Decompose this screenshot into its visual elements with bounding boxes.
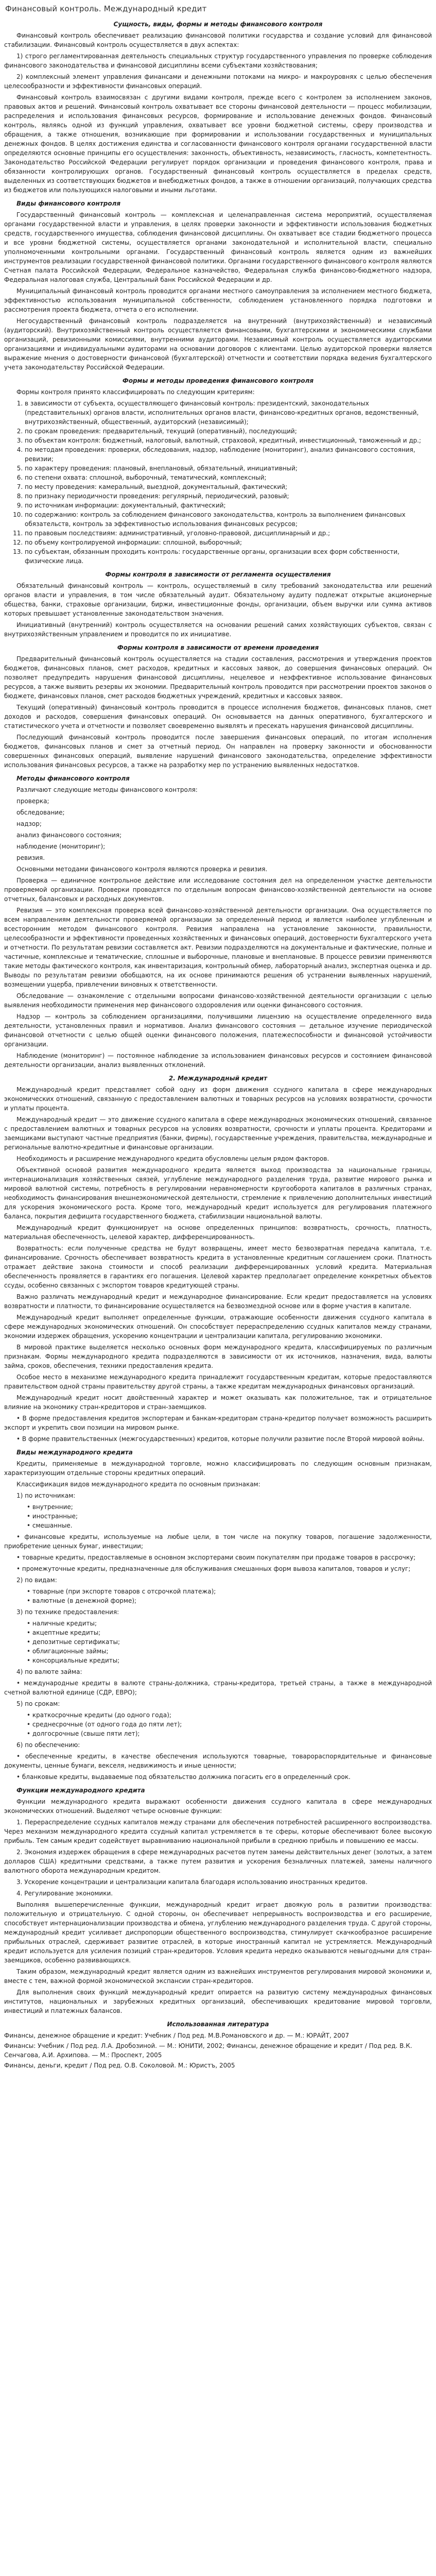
list-item: • наличные кредиты;	[27, 1620, 97, 1627]
paragraph: Международный кредит выполняет определенные функции, отражающие особенности движения ссудного капитала в сфере международных экономических отношений. Он способствует перераспределению ссудных капиталов между странами, экономии издержек обращения, ускорению концентрации и централизации капитала, регулированию экономики.	[4, 1314, 432, 1340]
text-line: анализ финансового состояния;	[16, 832, 122, 839]
references-heading: Использованная литература	[167, 2021, 269, 2028]
paragraph: 1) строго регламентированная деятельность специальных структур государственного управления по проверке соблюдения финансового законодательства и финансовой дисциплины всеми субъектами хозяйствования;	[4, 53, 432, 69]
list-item: • облигационные займы;	[27, 1648, 109, 1655]
paragraph: Негосударственный финансовый контроль подразделяется на внутренний (внутрихозяйственный) и независимый (аудиторский). Внутрихозяйственный контроль осуществляется финансовыми, бухгалтерскими и экономическими службами организаций, ревизионными комиссиями, внутренними аудиторами. Независимый контроль осуществляется аудиторскими организациями и индивидуальными аудиторами на основании договоров с клиентами. Целью аудиторской проверки является выражение мнения о достоверности финансовой (бухгалтерской) отчетности и соответствии порядка ведения бухгалтерского учета законодательству Российской Федерации.	[4, 317, 432, 371]
paragraph: • В форме предоставления кредитов экспортерам и банкам-кредиторам страна-кредитор получает возможность расширить экспорт и укрепить свои позиции на мировом рынке.	[4, 1415, 432, 1431]
list-item: 9. по источникам информации: документальный, фактический;	[25, 501, 432, 510]
paragraph: Функции международного кредита выражают особенности движения ссудного капитала в сфере международных экономических отношений. Выделяют четыре основные функции:	[4, 1798, 432, 1815]
paragraph: Предварительный финансовый контроль осуществляется на стадии составления, рассмотрения и утверждения проектов бюджетов, финансовых планов, смет расходов, кредитных и кассовых заявок, до совершения финансовых операций. Он позволяет предупредить нарушения финансовой дисциплины, нецелевое и неэффективное использование финансовых ресурсов, а также выявить резервы их экономии. Предварительный контроль проводится при рассмотрении проектов законов о бюджете, финансовых планов, смет расходов бюджетных учреждений, кредитных и кассовых заявок.	[4, 655, 432, 700]
paragraph: • промежуточные кредиты, предназначенные для обслуживания смешанных форм вывоза капиталов, товаров и услуг;	[16, 1565, 411, 1572]
text-line: ревизия.	[16, 854, 45, 861]
document-body	[4, 20, 432, 2015]
reference-item: Финансы: Учебник / Под ред. Л.А. Дробозиной. — М.: ЮНИТИ, 2002; Финансы, денежное обращение и кредит / Под ред. В.К. Сенчагова, А.И. Архипова. — М.: Проспект, 2005	[4, 2042, 412, 2059]
list-item: • депозитные сертификаты;	[27, 1638, 120, 1646]
paragraph: • финансовые кредиты, используемые на любые цели, в том числе на покупку товаров, погашение задолженности, приобретение ценных бумаг, инвестиции;	[4, 1533, 432, 1550]
paragraph: • обеспеченные кредиты, в качестве обеспечения используются товарные, товарораспорядительные и финансовые документы, ценные бумаги, векселя, недвижимость и иные ценности;	[4, 1753, 432, 1769]
list-item: 10. по содержанию: контроль за соблюдением финансового законодательства, контроль за выполнением финансовых обязательств, контроль за эффективностью использования финансовых ресурсов;	[25, 510, 432, 529]
list-item: • товарные (при экспорте товаров с отсрочкой платежа);	[27, 1588, 216, 1595]
paragraph: Ревизия — это комплексная проверка всей финансово-хозяйственной деятельности организации. Она осуществляется по всем направлениям деятельности проверяемой организации за определенный период и является наиболее углубленным и всесторонним методом финансового контроля. Ревизия направлена на установление законности, правильности, целесообразности и эффективности проведенных хозяйственных и финансовых операций, достоверности бухгалтерского учета и отчетности. По результатам ревизии составляется акт. Ревизии подразделяются на документальные и фактические, полные и частичные, комплексные и тематические, сплошные и выборочные, плановые и внеплановые. В процессе ревизии применяются такие методы фактического контроля, как инвентаризация, контрольный обмер, лабораторный анализ, экспертная оценка и др. Выводы по результатам ревизии обобщаются, на их основе принимаются решения об устранении выявленных нарушений, возмещении ущерба, привлечении виновных к ответственности.	[4, 907, 432, 988]
paragraph: Текущий (оперативный) финансовый контроль проводится в процессе исполнения бюджетов, финансовых планов, смет доходов и расходов, совершения финансовых операций. Он основывается на данных оперативного, бухгалтерского и статистического учета и отчетности и позволяет своевременно выявлять и пресекать нарушения финансовой дисциплины.	[4, 704, 432, 730]
paragraph: Важно различать международный кредит и международное финансирование. Если кредит предоставляется на условиях возвратности и платности, то финансирование осуществляется на безвозмездной основе или в форме участия в капитале.	[4, 1293, 432, 1310]
paragraph: Выполняя вышеперечисленные функции, международный кредит играет двоякую роль в развитии производства: положительную и отрицательную. С одной стороны, он обеспечивает непрерывность воспроизводства и его расширение, способствует интернационализации производства и обмена, углублению международного разделения труда. С другой стороны, международный кредит усиливает диспропорции общественного воспроизводства, стимулирует скачкообразное расширение прибыльных отраслей, сдерживает развитие отраслей, в которые иностранный капитал не устремляется. Международный кредит используется для усиления позиций стран-кредиторов. Условия кредита нередко оказываются невыгодными для стран-заемщиков, особенно развивающихся.	[4, 1901, 432, 1964]
text-line: 3) по технике предоставления:	[16, 1608, 119, 1616]
list-item: 12. по объему контролируемой информации: сплошной, выборочный;	[25, 538, 432, 547]
list-item: • среднесрочные (от одного года до пяти лет);	[27, 1721, 182, 1728]
list-item: 8. по признаку периодичности проведения: регулярный, периодический, разовый;	[25, 492, 432, 501]
paragraph: Наблюдение (мониторинг) — постоянное наблюдение за использованием финансовых ресурсов и состоянием финансовой деятельности организации, анализ выявленных отклонений.	[4, 1052, 432, 1069]
text-line: проверка;	[16, 798, 49, 805]
text-line: 4) по валюте займа:	[16, 1668, 82, 1675]
list-item: 2. по срокам проведения: предварительный, текущий (оперативный), последующий;	[25, 427, 432, 436]
list-item: • валютные (в денежной форме);	[27, 1597, 137, 1604]
paragraph: Международный кредит — это движение ссудного капитала в сфере международных экономических отношений, связанное с предоставлением валютных и товарных ресурсов на условиях возвратности, срочности и уплаты процента. Кредиторами и заемщиками выступают частные предприятия (банки, фирмы), государственные учреждения, правительства, международные и региональные валютно-кредитные и финансовые организации.	[4, 1116, 432, 1151]
paragraph: Кредиты, применяемые в международной торговле, можно классифицировать по следующим основным признакам, характеризующим отдельные стороны кредитных операций.	[4, 1460, 432, 1477]
paragraph: В мировой практике выделяется несколько основных форм международного кредита, классифицируемых по различным признакам. Формы международного кредита подразделяются в зависимости от их источников, назначения, вида, валюты займа, сроков, обеспечения, техники предоставления кредита.	[4, 1344, 432, 1369]
bullet-list	[4, 1710, 432, 1738]
paragraph: Международный кредит носит двойственный характер и может оказывать как положительное, так и отрицательное влияние на экономику стран-кредиторов и стран-заемщиков.	[4, 1394, 432, 1411]
references-list	[4, 2031, 432, 2070]
paragraph: Международный кредит представляет собой одну из форм движения ссудного капитала в сфере международных экономических отношений, связанную с предоставлением валютных и товарных ресурсов на условиях возвратности, срочности и уплаты процента.	[4, 1086, 432, 1112]
paragraph: Проверка — единичное контрольное действие или исследование состояния дел на определенном участке деятельности проверяемой организации. Проверки проводятся по отдельным вопросам финансово-хозяйственной деятельности на основе отчетных, балансовых и расходных документов.	[4, 877, 432, 903]
section-heading: Виды финансового контроля	[16, 200, 121, 207]
numbered-list	[4, 399, 432, 566]
paragraph: Для выполнения своих функций международный кредит опирается на развитую систему международных финансовых институтов, национальных и зарубежных кредитных организаций, обеспечивающих кредитование мировой торговли, инвестиций и платежных балансов.	[4, 1989, 432, 2014]
list-item: 4. по методам проведения: проверки, обследования, надзор, наблюдение (мониторинг), анализ финансового состояния, ревизии;	[25, 445, 432, 464]
paragraph: 2. Экономия издержек обращения в сфере международных расчетов путем замены действительных денег (золотых, а затем долларов США) кредитными средствами, а также путем развития и ускорения безналичных платежей, замены наличного валютного оборота международным кредитом.	[4, 1849, 432, 1874]
paragraph: Последующий финансовый контроль проводится после завершения финансовых операций, по итогам исполнения бюджетов, финансовых планов и смет за отчетный период. Он направлен на проверку законности и обоснованности совершенных финансовых операций, выявление нарушений финансового законодательства, определение эффективности использования финансовых ресурсов, а также на разработку мер по устранению выявленных недостатков.	[4, 734, 432, 769]
list-item: • краткосрочные кредиты (до одного года);	[27, 1711, 171, 1719]
section-heading: Виды международного кредита	[16, 1449, 133, 1456]
text-line: Различают следующие методы финансового контроля:	[16, 786, 198, 793]
section-heading: 2. Международный кредит	[168, 1075, 268, 1082]
paragraph: Возвратность: если полученные средства не будут возвращены, имеет место безвозвратная передача капитала, т.е. финансирование. Срочность обеспечивает возвратность кредита в установленные кредитным соглашением сроки. Платность отражает действие закона стоимости и способ реализации дифференцированных условий кредита. Материальная обеспеченность проявляется в гарантиях его погашения. Целевой характер предполагает определение конкретных объектов ссуды, особенно связанных с экспортом товаров кредитующей страны.	[4, 1245, 432, 1289]
list-item: 13. по субъектам, обязанным проходить контроль: государственные органы, организации всех форм собственности, физические лица.	[25, 547, 432, 566]
text-line: 5) по срокам:	[16, 1700, 60, 1707]
paragraph: Необходимость и расширение международного кредита обусловлены целым рядом факторов.	[16, 1155, 329, 1162]
text-line: надзор;	[16, 820, 42, 827]
paragraph: 4. Регулирование экономики.	[16, 1890, 113, 1897]
paragraph: Объективной основой развития международного кредита является выход производства за национальные границы, интернационализация хозяйственных связей, углубление международного разделения труда, развитие мирового рынка и мировой валютной системы, потребность в регулировании неравномерности кругооборота капиталов в различных странах, необходимость финансирования внешнеэкономической деятельности, стремление к привлечению дополнительных инвестиций для ускорения экономического роста. Кроме того, международный кредит используется для регулирования платежного баланса, покрытия дефицита государственного бюджета, стабилизации национальной валюты.	[4, 1166, 432, 1220]
page-title: Финансовый контроль. Международный кредит	[5, 4, 207, 13]
paragraph: Международный кредит функционирует на основе определенных принципов: возвратность, срочность, платность, материальная обеспеченность, целевой характер, дифференцированность.	[4, 1224, 432, 1241]
paragraph: • бланковые кредиты, выдаваемые под обязательство должника погасить его в определенный срок.	[16, 1773, 351, 1781]
paragraph: Государственный финансовый контроль — комплексная и целенаправленная система мероприятий, осуществляемая органами государственной власти и управления, в целях проверки законности и эффективности использования бюджетных средств, государственного имущества, соблюдения финансовой дисциплины. Он охватывает все стадии бюджетного процесса и все уровни бюджетной системы, осуществляется органами законодательной и исполнительной власти, специально уполномоченными контрольными органами. Государственный финансовый контроль является одним из важнейших инструментов реализации государственной финансовой политики. Органами государственного финансового контроля являются Счетная палата Российской Федерации, Федеральное казначейство, Федеральная служба финансово-бюджетного надзора, Федеральная налоговая служба, Центральный банк Российской Федерации и др.	[4, 211, 432, 283]
list-item: 3. по объектам контроля: бюджетный, налоговый, валютный, страховой, кредитный, инвестиционный, таможенный и др.;	[25, 436, 432, 445]
text-line: наблюдение (мониторинг);	[16, 843, 106, 850]
section-heading: Функции международного кредита	[16, 1787, 145, 1794]
list-item: 7. по месту проведения: камеральный, выездной, документальный, фактический;	[25, 482, 432, 492]
list-item: • внутренние;	[27, 1503, 73, 1511]
list-item: 6. по степени охвата: сплошной, выборочный, тематический, комплексный;	[25, 473, 432, 482]
bullet-list	[4, 1619, 432, 1665]
section-heading: Формы контроля в зависимости от регламента осуществления	[105, 571, 331, 578]
reference-item: Финансы, денежное обращение и кредит: Учебник / Под ред. М.В.Романовского и др. — М.: ЮРАЙТ, 2007	[4, 2032, 350, 2039]
paragraph: Инициативный (внутренний) контроль осуществляется на основании решений самих хозяйствующих субъектов, связан с внутрихозяйственным управлением и проводится по их инициативе.	[4, 621, 432, 638]
paragraph: Надзор — контроль за соблюдением организациями, получившими лицензию на осуществление определенного вида деятельности, установленных правил и нормативов. Анализ финансового состояния — детальное изучение периодической финансовой отчетности с целью общей оценки финансового положения, платежеспособности и финансовой устойчивости организации.	[4, 1013, 432, 1048]
paragraph: • В форме правительственных (межгосударственных) кредитов, которые получили развитие после Второй мировой войны.	[16, 1435, 425, 1443]
paragraph: 2) комплексный элемент управления финансами и денежными потоками на микро- и макроуровнях с целью обеспечения целесообразности и эффективности финансовых операций.	[4, 73, 432, 90]
list-item: • консорциальные кредиты;	[27, 1657, 120, 1664]
paragraph: • товарные кредиты, предоставляемые в основном экспортерами своим покупателям при продаже товаров в рассрочку;	[16, 1554, 416, 1561]
paragraph: 3. Ускорение концентрации и централизации капитала благодаря использованию иностранных кредитов.	[16, 1878, 368, 1886]
paragraph: Особое место в механизме международного кредита принадлежит государственным кредитам, которые предоставляются правительством одной страны правительству другой страны, а также кредитам международных финансовых организаций.	[4, 1374, 432, 1390]
paragraph: Обязательный финансовый контроль — контроль, осуществляемый в силу требований законодательства или решений органов власти и управления, в том числе обязательный аудит. Обязательному аудиту подлежат открытые акционерные общества, банки, страховые организации, биржи, инвестиционные фонды, организации, объем выручки или сумма активов которых превышает установленные законодательством значения.	[4, 582, 432, 617]
bullet-list	[4, 1502, 432, 1530]
paragraph: Формы контроля принято классифицировать по следующим критериям:	[16, 388, 255, 396]
section-heading: Методы финансового контроля	[16, 775, 130, 782]
list-item: 11. по правовым последствиям: административный, уголовно-правовой, дисциплинарный и др.;	[25, 529, 432, 538]
bullet-list	[4, 1587, 432, 1605]
paragraph: Финансовый контроль взаимосвязан с другими видами контроля, прежде всего с контролем за исполнением законов, правовых актов и решений. Финансовый контроль охватывает все стороны финансовой деятельности — процесс мобилизации, распределения и использования финансовых ресурсов, формирование и использование денежных фондов. Финансовый контроль, являясь одной из функций управления, охватывает все уровни бюджетной системы, сферу производства и обращения, а также отношения, возникающие при формировании и использовании государственных и муниципальных денежных фондов. В целях достижения единства и согласованности финансового контроля органами государственной власти определяются основные принципы его осуществления: законность, объективность, независимость, гласность, компетентность. Законодательство Российской Федерации регулирует порядок организации и проведения финансового контроля, права и обязанности контролирующих органов. Государственный финансовый контроль осуществляется в пределах средств, выделенных из соответствующих бюджетов и внебюджетных фондов, а также в отношении организаций, получающих средства из бюджетов или пользующихся налоговыми и иными льготами.	[4, 94, 432, 194]
paragraph: 1. Перераспределение ссудных капиталов между странами для обеспечения потребностей расширенного воспроизводства. Через механизм международного кредита ссудный капитал устремляется в те сферы, которые обеспечивают более высокую прибыль. Тем самым кредит содействует выравниванию национальной прибыли в среднюю прибыль и повышению ее массы.	[4, 1819, 432, 1844]
paragraph: Финансовый контроль обеспечивает реализацию финансовой политики государства и создание условий для финансовой стабилизации. Финансовый контроль осуществляется в двух аспектах:	[4, 32, 432, 48]
references-section	[4, 2020, 432, 2070]
section-heading: Формы контроля в зависимости от времени проведения	[117, 644, 319, 651]
paragraph: • международные кредиты в валюте страны-должника, страны-кредитора, третьей страны, а также в международной счетной валютной единице (СДР, ЕВРО);	[4, 1680, 432, 1696]
list-item: • акцептные кредиты;	[27, 1629, 101, 1636]
list-item: • смешанные.	[27, 1522, 73, 1529]
paragraph: Муниципальный финансовый контроль проводится органами местного самоуправления за исполнением местного бюджета, эффективностью использования муниципальной собственности, соблюдением установленного порядка подготовки и рассмотрения проекта бюджета, отчета о его исполнении.	[4, 287, 432, 313]
section-heading: Сущность, виды, формы и методы финансового контроля	[113, 21, 323, 28]
list-item: 1. в зависимости от субъекта, осуществляющего финансовый контроль: президентский, законодательных (представительных) органов власти, исполнительных органов власти, финансово-кредитных органов, ведомственный, внутрихозяйственный, общественный, аудиторский (независимый);	[25, 399, 432, 427]
list-item: 5. по характеру проведения: плановый, внеплановый, обязательный, инициативный;	[25, 464, 432, 473]
list-item: • долгосрочные (свыше пяти лет);	[27, 1730, 140, 1737]
text-line: 1) по источникам:	[16, 1492, 76, 1499]
text-line: 6) по обеспечению:	[16, 1741, 80, 1749]
text-line: обследование;	[16, 809, 65, 816]
list-item: • иностранные;	[27, 1513, 78, 1520]
paragraph: Обследование — ознакомление с отдельными вопросами финансово-хозяйственной деятельности организации с целью выявления необходимости применения мер финансового оздоровления или оценки финансового состояния.	[4, 992, 432, 1009]
text-line: Основными методами финансового контроля являются проверка и ревизия.	[16, 866, 268, 873]
reference-item: Финансы, деньги, кредит / Под ред. О.В. Соколовой. М.: Юристъ, 2005	[4, 2062, 235, 2069]
section-heading: Формы и методы проведения финансового контроля	[122, 377, 314, 384]
text-line: Классификация видов международного кредита по основным признакам:	[16, 1481, 260, 1488]
paragraph: Таким образом, международный кредит является одним из важнейших инструментов регулирования мировой экономики и, вместе с тем, важной формой экономической экспансии стран-кредиторов.	[4, 1968, 432, 1985]
text-line: 2) по видам:	[16, 1577, 57, 1584]
